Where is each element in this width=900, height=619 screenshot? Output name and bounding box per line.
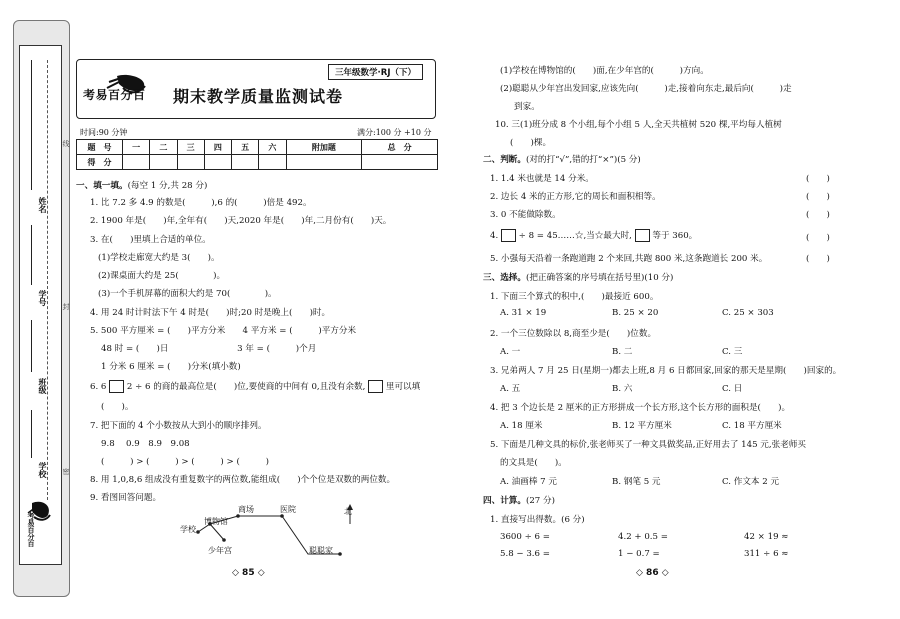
- section-judge: [483, 153, 641, 165]
- calc-task-1: 1. 直接写出得数。(6 分): [490, 515, 585, 525]
- question-3-3: (3)一个手机屏幕的面积大约是 70( )。: [98, 289, 277, 299]
- question-9: 9. 看图回答问题。: [90, 493, 162, 503]
- map-school-label: 学校: [180, 525, 196, 534]
- question-10: 10. 三(1)班分成 8 个小组,每个小组 5 人,全天共植树 520 棵,平均每人植树: [495, 120, 782, 130]
- calc-item: 5.8 − 3.6 =: [500, 549, 550, 559]
- section-calculate: [483, 494, 555, 506]
- name-field-line: [31, 60, 32, 190]
- student-id-field-label: 学号: [38, 290, 47, 306]
- class-field-line: [31, 320, 32, 372]
- name-field-label: 姓名: [38, 197, 47, 213]
- section-title: 二、判断。: [483, 155, 526, 165]
- choice-1-option-b[interactable]: B. 25 × 20: [612, 308, 659, 318]
- exam-time: 时间:90 分钟: [80, 128, 128, 137]
- score-cell[interactable]: [362, 155, 438, 170]
- question-5-line-1: 5. 500 平方厘米 = ( )平方分米 4 平方米 = ( )平方分米: [90, 326, 357, 336]
- score-cell[interactable]: [123, 155, 150, 170]
- question-6-text: 2 ÷ 6 的商的最高位是( )位,要使商的中间有 0,且没有余数,: [126, 382, 366, 392]
- score-cell[interactable]: [232, 155, 259, 170]
- page-number-right: ◇ 86 ◇: [636, 568, 669, 578]
- score-cell[interactable]: [259, 155, 286, 170]
- calc-item: 3600 ÷ 6 =: [500, 532, 550, 542]
- question-6-answer: ( )。: [101, 402, 134, 412]
- choice-5-option-c[interactable]: C. 作文本 2 元: [722, 477, 780, 487]
- score-table: [76, 139, 438, 170]
- school-field-line: [31, 410, 32, 458]
- section-choice: [483, 271, 673, 283]
- class-field-label: 班级: [38, 378, 47, 394]
- school-field-label: 学校: [38, 462, 47, 478]
- score-header-cell: 一: [123, 140, 150, 155]
- grade-tag: 三年级数学·RJ（下）: [328, 64, 423, 80]
- answer-box[interactable]: [368, 380, 383, 393]
- judge-4: [490, 229, 697, 242]
- map-museum-label: 博物馆: [204, 517, 228, 526]
- score-header-cell: 二: [150, 140, 177, 155]
- question-9-2-cont: 到家。: [514, 102, 540, 112]
- question-7-order: ( ) > ( ) > ( ) > ( ): [101, 457, 269, 467]
- answer-box[interactable]: [635, 229, 650, 242]
- section-title: 一、填一填。: [76, 181, 128, 191]
- choice-5-cont: 的文具是( )。: [500, 458, 567, 468]
- judge-3-answer[interactable]: ( ): [806, 210, 830, 220]
- choice-4-option-c[interactable]: C. 18 平方厘米: [722, 421, 782, 431]
- question-3: 3. 在( )里填上合适的单位。: [90, 235, 211, 245]
- map-home-label: 聪聪家: [309, 546, 333, 555]
- choice-2-option-c[interactable]: C. 三: [722, 347, 743, 357]
- calc-item: 4.2 + 0.5 =: [618, 532, 668, 542]
- score-header-cell: 三: [177, 140, 204, 155]
- section-note: (对的打“√”,错的打“×”)(5 分): [525, 155, 641, 165]
- exam-full-score: 满分:100 分 +10 分: [357, 128, 432, 137]
- score-header-cell: 总 分: [362, 140, 438, 155]
- score-header-cell: 六: [259, 140, 286, 155]
- choice-4-option-a[interactable]: A. 18 厘米: [500, 421, 543, 431]
- choice-1-option-a[interactable]: A. 31 × 19: [500, 308, 547, 318]
- answer-box[interactable]: [501, 229, 516, 242]
- question-2: 2. 1900 年是( )年,全年有( )天,2020 年是( )年,二月份有( )天。: [90, 216, 392, 226]
- question-7-numbers: 9.8 0.9 8.9 9.08: [101, 439, 190, 449]
- score-header-cell: 五: [232, 140, 259, 155]
- map-hospital-label: 医院: [280, 505, 296, 514]
- north-label: 北: [344, 507, 352, 516]
- choice-3-option-a[interactable]: A. 五: [500, 384, 521, 394]
- calc-item: 311 ÷ 6 ≈: [744, 549, 789, 559]
- judge-2-answer[interactable]: ( ): [806, 192, 830, 202]
- question-8: 8. 用 1,0,8,6 组成没有重复数字的两位数,能组成( )个个位是双数的两位数。: [90, 475, 396, 485]
- question-4: 4. 用 24 时计时法下午 4 时是( )时;20 时是晚上( )时。: [90, 308, 331, 318]
- question-9-1: (1)学校在博物馆的( )面,在少年宫的( )方向。: [500, 66, 709, 76]
- judge-5-answer[interactable]: ( ): [806, 254, 830, 264]
- seal-mark-line: 线: [62, 140, 70, 147]
- question-3-2: (2)课桌面大约是 25( )。: [98, 271, 226, 281]
- judge-5: 5. 小强每天沿着一条跑道跑 2 个来回,共跑 800 米,这条跑道长 200 米。: [490, 254, 768, 264]
- section-fill-in: [76, 179, 207, 191]
- choice-1: 1. 下面三个算式的积中,( )最接近 600。: [490, 292, 659, 302]
- exam-header: [76, 59, 436, 119]
- judge-4-answer[interactable]: ( ): [806, 233, 830, 243]
- answer-box[interactable]: [109, 380, 124, 393]
- direction-map: [168, 502, 368, 560]
- choice-2: 2. 一个三位数除以 8,商至少是( )位数。: [490, 329, 657, 339]
- judge-1-answer[interactable]: ( ): [806, 174, 830, 184]
- choice-3-option-c[interactable]: C. 日: [722, 384, 743, 394]
- page-number-left: ◇ 85 ◇: [232, 568, 265, 578]
- seal-mark-seal: 封: [62, 303, 70, 310]
- choice-3: 3. 兄弟两人 7 月 25 日(星期一)都去上班,8 月 6 日都回家,回家的那天是星期( )回家的。: [490, 366, 842, 376]
- score-cell[interactable]: [286, 155, 362, 170]
- choice-1-option-c[interactable]: C. 25 × 303: [722, 308, 774, 318]
- choice-2-option-a[interactable]: A. 一: [500, 347, 521, 357]
- judge-2: 2. 边长 4 米的正方形,它的周长和面积相等。: [490, 192, 661, 202]
- score-cell[interactable]: [204, 155, 231, 170]
- score-cell[interactable]: [150, 155, 177, 170]
- section-title: 四、计算。: [483, 496, 526, 506]
- score-header-cell: 题 号: [77, 140, 123, 155]
- map-mall-label: 商场: [238, 505, 254, 514]
- seal-dashed-line: [47, 60, 48, 500]
- score-row-label: 得 分: [77, 155, 123, 170]
- question-6-suffix: 里可以填: [385, 382, 421, 392]
- student-id-field-line: [31, 225, 32, 285]
- map-youth-palace-label: 少年宫: [208, 546, 232, 555]
- choice-4-option-b[interactable]: B. 12 平方厘米: [612, 421, 672, 431]
- calc-item: 1 − 0.7 =: [618, 549, 660, 559]
- question-6-prefix: 6. 6: [90, 382, 107, 392]
- judge-1: 1. 1.4 米也就是 14 分米。: [490, 174, 594, 184]
- choice-3-option-b[interactable]: B. 六: [612, 384, 633, 394]
- score-header-cell: 四: [204, 140, 231, 155]
- choice-5-option-a[interactable]: A. 油画棒 7 元: [500, 477, 557, 487]
- choice-5-option-b[interactable]: B. 钢笔 5 元: [612, 477, 661, 487]
- section-note: (每空 1 分,共 28 分): [127, 181, 208, 191]
- score-cell[interactable]: [177, 155, 204, 170]
- strip-logo-text: 考易百分百: [27, 512, 35, 547]
- choice-5: 5. 下面是几种文具的标价,张老师买了一种文具做奖品,正好用去了 145 元,张老师买: [490, 440, 806, 450]
- score-table-header-row: [77, 140, 438, 155]
- question-5-line-2: 48 时 = ( )日 3 年 = ( )个月: [101, 344, 317, 354]
- seal-mark-secret: 密: [62, 468, 70, 475]
- question-5-line-3: 1 分米 6 厘米 = ( )分米(填小数): [101, 362, 241, 372]
- choice-2-option-b[interactable]: B. 二: [612, 347, 633, 357]
- calc-item: 42 × 19 ≈: [744, 532, 789, 542]
- question-1: 1. 比 7.2 多 4.9 的数是( ),6 的( )倍是 492。: [90, 198, 312, 208]
- question-10-cont: ( )棵。: [510, 138, 552, 148]
- choice-4: 4. 把 3 个边长是 2 厘米的正方形拼成一个长方形,这个长方形的面积是( )。: [490, 403, 791, 413]
- judge-4-prefix: 4.: [490, 231, 499, 241]
- section-note: (27 分): [525, 496, 555, 506]
- judge-4-suffix: 等于 360。: [652, 231, 698, 241]
- judge-4-text: ÷ 8 = 45……☆,当☆最大时,: [518, 231, 632, 241]
- judge-3: 3. 0 不能做除数。: [490, 210, 561, 220]
- question-7: 7. 把下面的 4 个小数按从大到小的顺序排列。: [90, 421, 267, 431]
- question-6: [90, 380, 420, 393]
- section-note: (把正确答案的序号填在括号里)(10 分): [525, 273, 674, 283]
- question-3-1: (1)学校走廊宽大约是 3( )。: [98, 253, 220, 263]
- score-header-cell: 附加题: [286, 140, 362, 155]
- exam-title: 期末教学质量监测试卷: [173, 87, 344, 106]
- section-title: 三、选择。: [483, 273, 526, 283]
- question-9-2: (2)聪聪从少年宫出发回家,应该先向( )走,接着向东走,最后向( )走: [500, 84, 792, 94]
- map-route-lines: [168, 502, 368, 560]
- score-table-score-row: [77, 155, 438, 170]
- brand-logo-text: 考易百分百: [83, 88, 146, 102]
